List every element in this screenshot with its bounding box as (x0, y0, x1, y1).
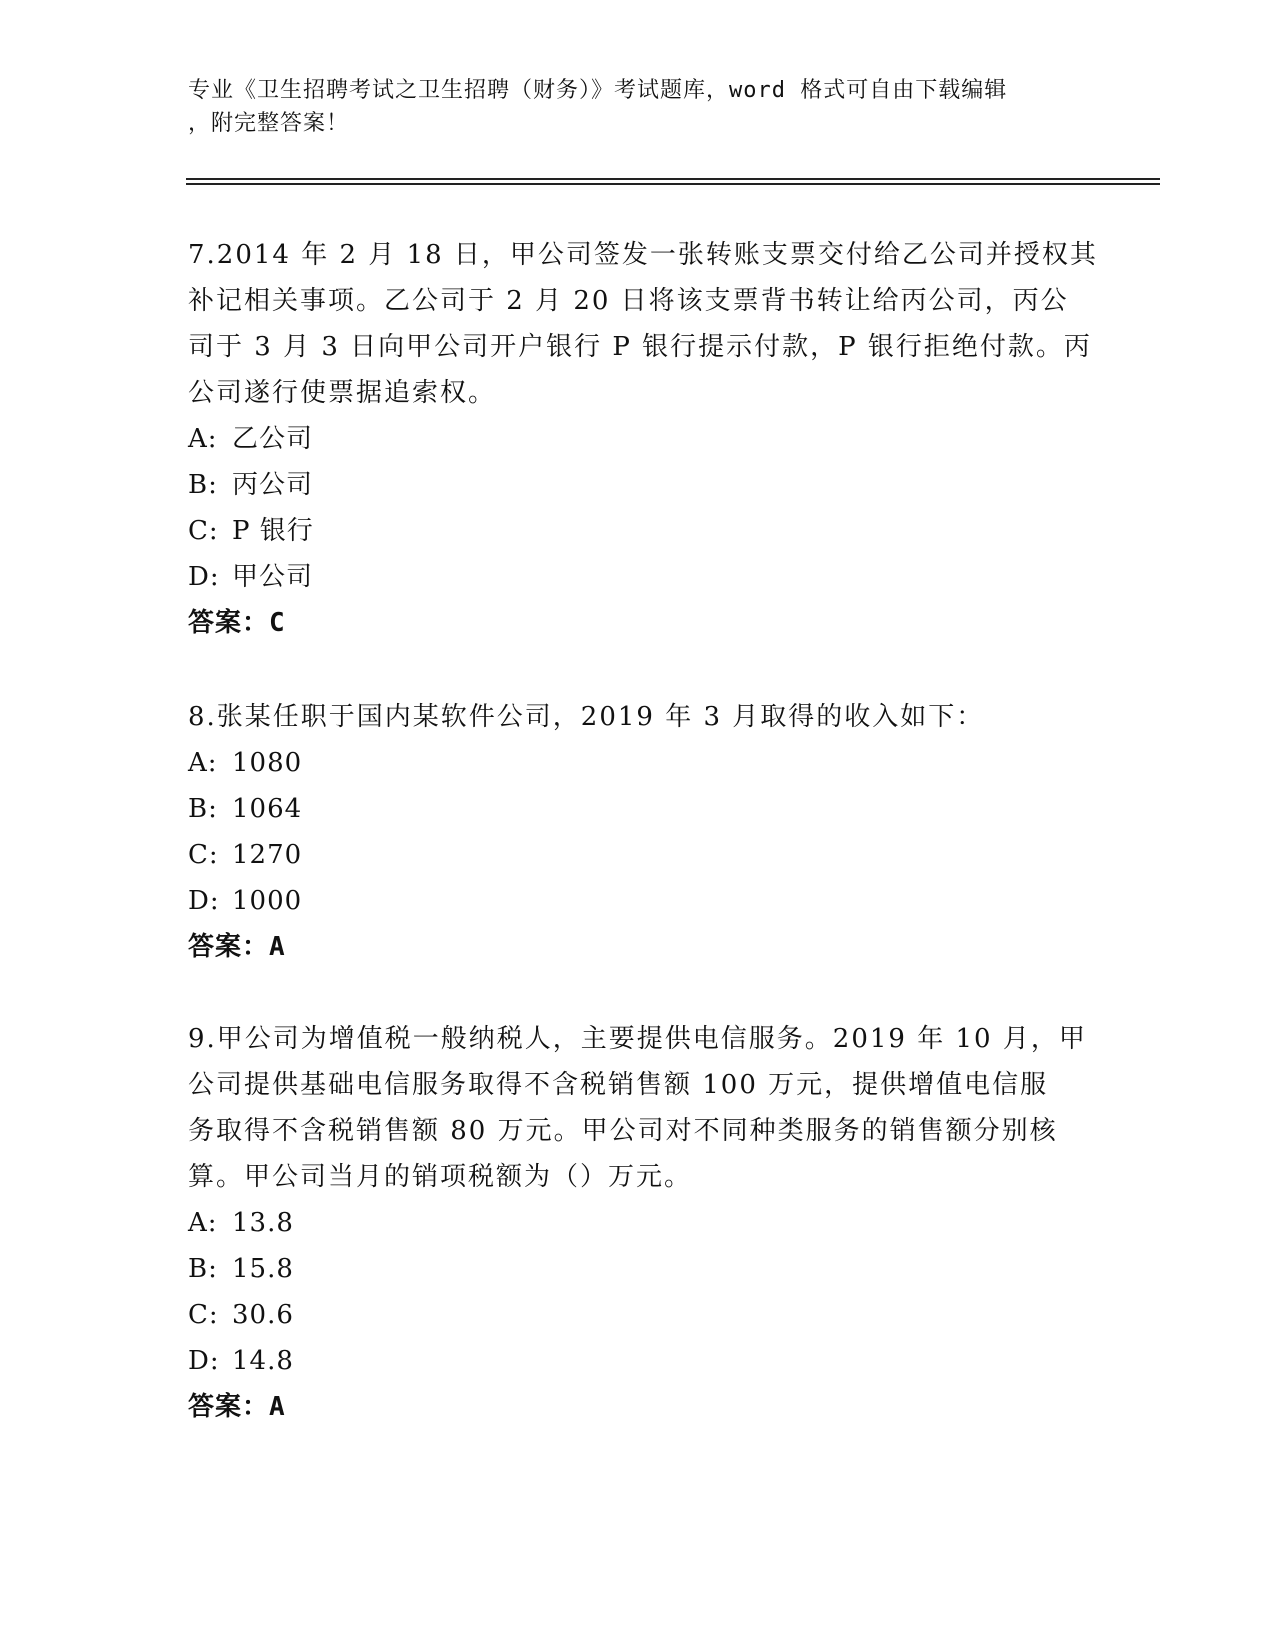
option-list (188, 416, 1088, 600)
option-list (188, 1200, 1088, 1384)
question-7 (188, 232, 1098, 646)
stem-line: 公司遂行使票据追索权。 (188, 378, 497, 408)
stem-line: 算。甲公司当月的销项税额为（）万元。 (188, 1162, 693, 1192)
stem-line: 公司提供基础电信服务取得不含税销售额 100 万元，提供增值电信服 (188, 1070, 1049, 1100)
option-key: D: (188, 1346, 220, 1376)
option-key: C: (188, 516, 219, 546)
header-divider-top (186, 178, 1160, 180)
question-stem (188, 694, 1088, 740)
answer-line: 答案：C (188, 608, 286, 638)
document-header (188, 74, 1088, 140)
option-a (188, 740, 1088, 786)
option-b (188, 462, 1088, 508)
option-text: 15.8 (232, 1254, 294, 1284)
stem-line: 补记相关事项。乙公司于 2 月 20 日将该支票背书转让给丙公司，丙公 (188, 286, 1069, 316)
question-9 (188, 1016, 1088, 1430)
option-a (188, 1200, 1088, 1246)
option-text: 13.8 (232, 1208, 294, 1238)
option-d (188, 1338, 1088, 1384)
option-key: C: (188, 1300, 219, 1330)
option-key: B: (188, 794, 218, 824)
question-stem (188, 232, 1098, 416)
option-d (188, 878, 1088, 924)
answer-line: 答案：A (188, 932, 286, 962)
question-stem (188, 1016, 1088, 1200)
option-c (188, 508, 1088, 554)
question-8 (188, 694, 1088, 970)
option-text: 甲公司 (232, 562, 314, 592)
header-line-1: 专业《卫生招聘考试之卫生招聘（财务）》考试题库，word 格式可自由下载编辑 (188, 78, 1008, 103)
option-text: 1064 (232, 794, 303, 824)
stem-line: 司于 3 月 3 日向甲公司开户银行 P 银行提示付款，P 银行拒绝付款。丙 (188, 332, 1092, 362)
option-key: B: (188, 470, 218, 500)
stem-line: 9.甲公司为增值税一般纳税人，主要提供电信服务。2019 年 10 月，甲 (188, 1024, 1087, 1054)
option-text: 14.8 (232, 1346, 294, 1376)
option-key: D: (188, 562, 220, 592)
option-text: 丙公司 (232, 470, 314, 500)
option-key: A: (188, 424, 218, 454)
header-divider-bottom (186, 183, 1160, 185)
option-text: 1080 (232, 748, 303, 778)
option-c (188, 1292, 1088, 1338)
option-text: P 银行 (232, 516, 314, 546)
stem-line: 8.张某任职于国内某软件公司，2019 年 3 月取得的收入如下： (188, 702, 985, 732)
option-key: B: (188, 1254, 218, 1284)
option-b (188, 1246, 1088, 1292)
option-d (188, 554, 1088, 600)
option-text: 1270 (232, 840, 303, 870)
option-text: 1000 (232, 886, 303, 916)
stem-line: 务取得不含税销售额 80 万元。甲公司对不同种类服务的销售额分别核 (188, 1116, 1058, 1146)
answer-line: 答案：A (188, 1392, 286, 1422)
option-a (188, 416, 1088, 462)
option-key: A: (188, 1208, 218, 1238)
option-key: D: (188, 886, 220, 916)
option-key: C: (188, 840, 219, 870)
option-b (188, 786, 1088, 832)
option-text: 乙公司 (232, 424, 314, 454)
option-text: 30.6 (232, 1300, 294, 1330)
header-line-2: ，附完整答案！ (188, 111, 350, 136)
option-key: A: (188, 748, 218, 778)
option-list (188, 740, 1088, 924)
stem-line: 7.2014 年 2 月 18 日，甲公司签发一张转账支票交付给乙公司并授权其 (188, 240, 1098, 270)
option-c (188, 832, 1088, 878)
